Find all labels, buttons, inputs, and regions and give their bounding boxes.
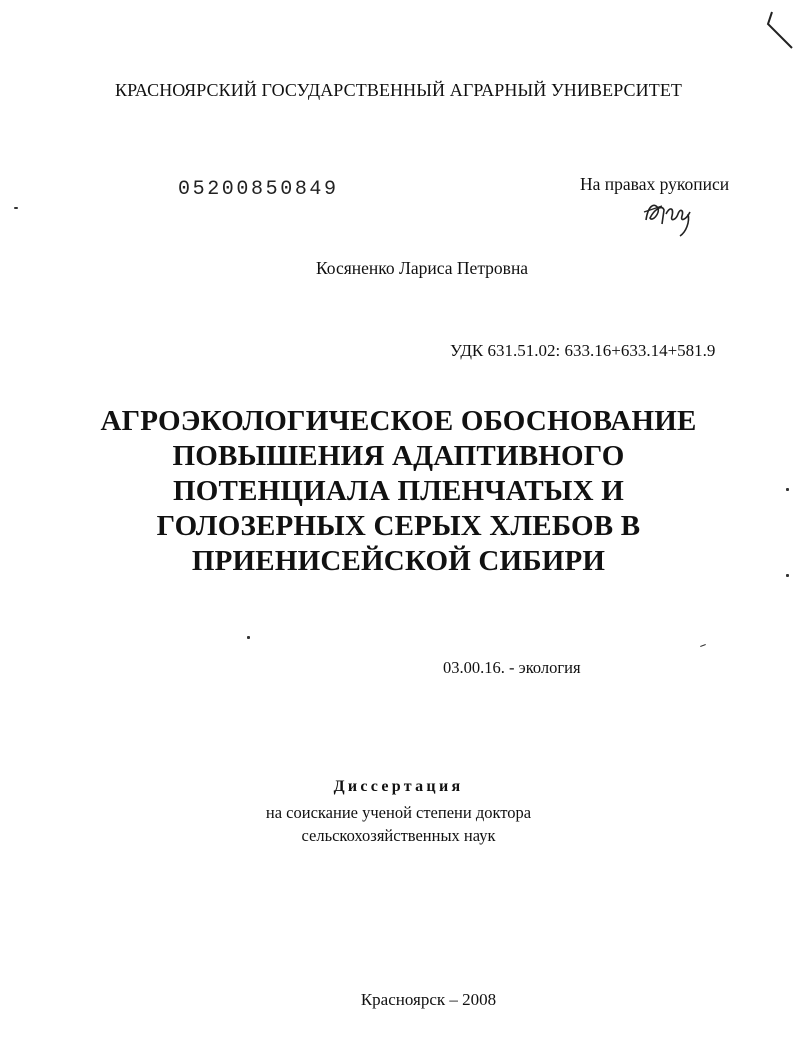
title-line: ПОВЫШЕНИЯ АДАПТИВНОГО: [172, 440, 625, 472]
signature: [640, 192, 702, 242]
scan-dot: [700, 644, 706, 647]
specialty: 03.00.16. - экология: [443, 658, 581, 677]
degree-type: Диссертация: [333, 778, 464, 795]
title-line: ПРИЕНИСЕЙСКОЙ СИБИРИ: [191, 545, 606, 577]
degree-purpose-line: на соискание ученой степени доктора: [265, 803, 532, 822]
scan-dot: [247, 636, 250, 639]
title-line: ГОЛОЗЕРНЫХ СЕРЫХ ХЛЕБОВ В: [156, 510, 641, 542]
degree-purpose-line: сельскохозяйственных наук: [301, 826, 496, 845]
scan-corner-mark: [762, 4, 797, 50]
university-name: КРАСНОЯРСКИЙ ГОСУДАРСТВЕННЫЙ АГРАРНЫЙ УНИВЕРСИТЕТ: [114, 80, 683, 100]
title-line: АГРОЭКОЛОГИЧЕСКОЕ ОБОСНОВАНИЕ: [100, 405, 697, 437]
title-line: ПОТЕНЦИАЛА ПЛЕНЧАТЫХ И: [173, 475, 624, 507]
dissertation-title: [0, 404, 797, 579]
scan-dot: [14, 207, 18, 209]
archive-number: 05200850849: [178, 178, 339, 201]
city-year: Красноярск – 2008: [360, 990, 497, 1009]
author-name: Косяненко Лариса Петровна: [316, 258, 529, 278]
manuscript-rights: На правах рукописи: [580, 174, 730, 194]
udc-code: УДК 631.51.02: 633.16+633.14+581.9: [450, 341, 716, 360]
degree-purpose: [0, 801, 797, 847]
